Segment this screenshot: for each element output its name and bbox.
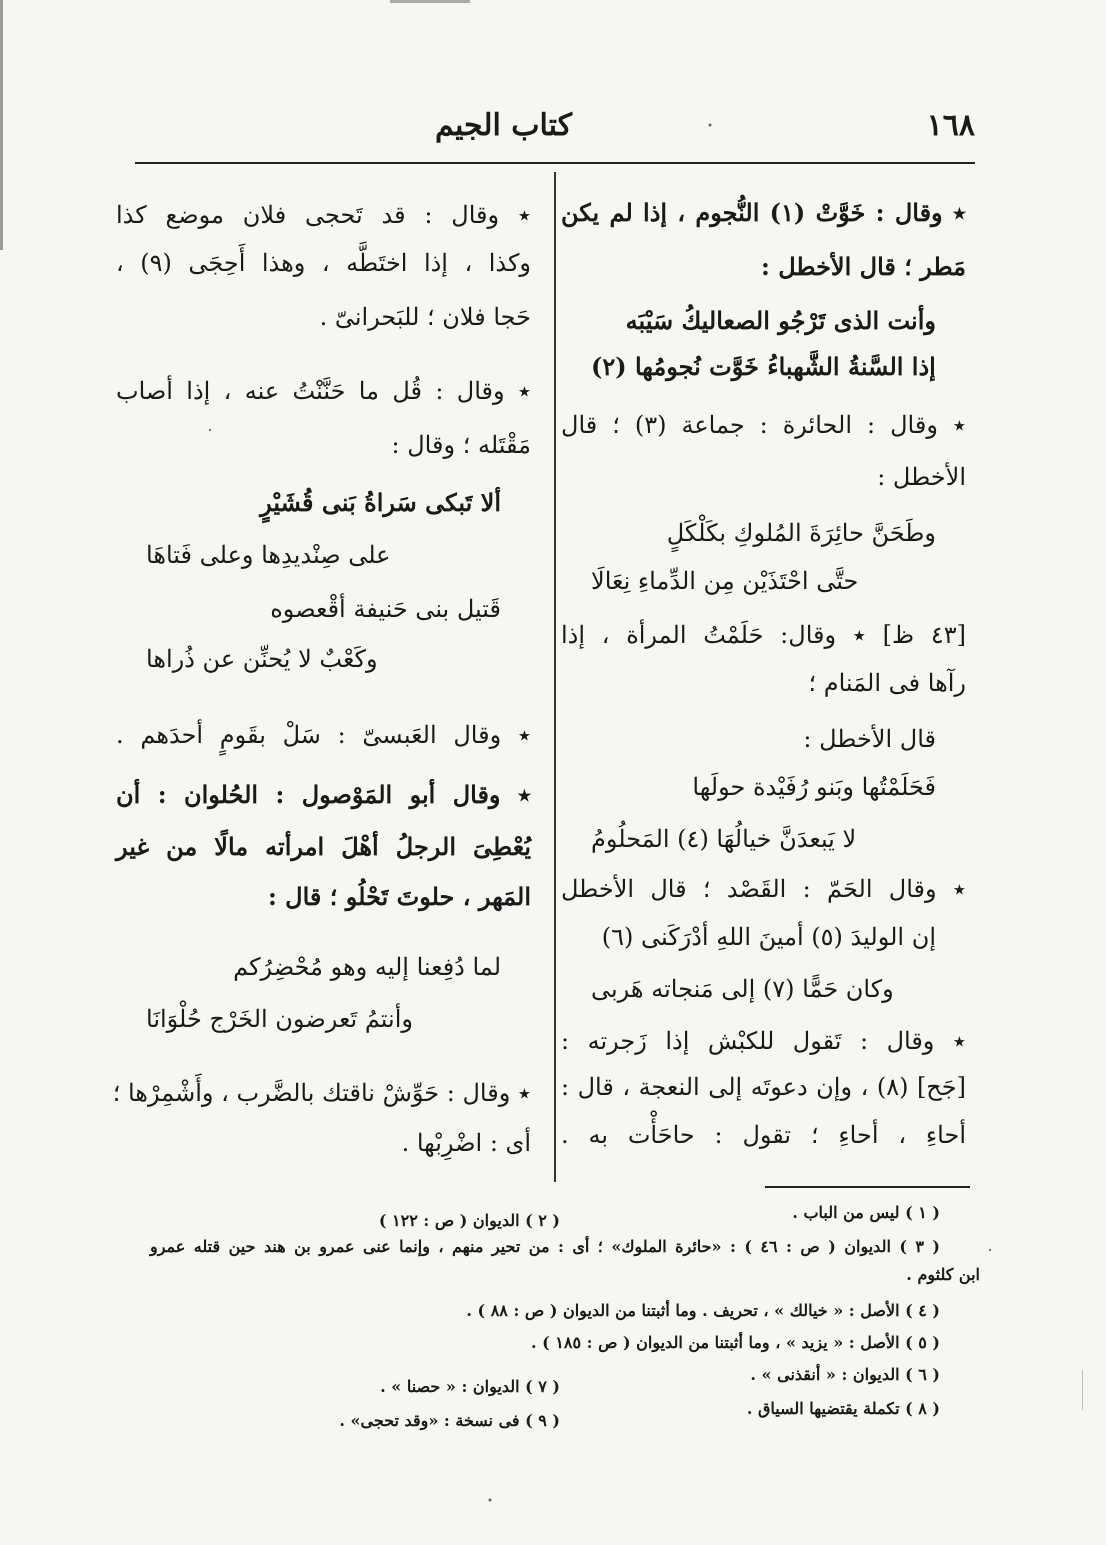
left-column-line: لما دُفِعنا إليه وهو مُحْضِرُكم: [233, 953, 501, 981]
right-column-line: وأنت الذى تَرْجُو الصعاليكُ سَيْبَه: [625, 306, 936, 335]
left-column-line: قَتيل بنى حَنيفة أقْعصوه: [270, 595, 501, 623]
left-column-line: على صِنْديدِها وعلى فَتاهَا: [146, 541, 391, 569]
right-column-line: [جَح] (٨) ، وإن دعوتَه إلى النعجة ، قال :: [561, 1073, 966, 1101]
left-column-line: ألا تَبكى سَراةُ بَنى قُشَيْرٍ: [260, 488, 501, 517]
right-column-line: ٭ وقال : تَقول للكبْش إذا زَجرته :: [561, 1027, 966, 1055]
left-column-line: ٭ وقال العَبسىّ : سَلْ بقَومٍ أحدَهم .: [116, 721, 531, 749]
right-column-line: وطَحَنَّ حائِرَةَ المُلوكِ بكَلْكَلٍ: [666, 519, 936, 547]
right-column-line: ٭ وقال الحَمّ : القَصْد ؛ قال الأخطل: [561, 875, 966, 903]
footnotes: [150, 1198, 980, 1448]
right-column-line: إذا السَّنةُ الشَّهباءُ خَوَّت نُجومُها (٢): [591, 352, 936, 381]
header-rule: [135, 162, 975, 164]
footnote-1: ( ١ ) ليس من الباب .: [792, 1203, 940, 1222]
right-column-line: فَحَلَمْتُها وبَنو رُفَيْدة حولَها: [692, 773, 936, 801]
footnote-3: ( ٣ ) الديوان ( ص : ٤٦ ) : «حائرة الملوك» ؛ أى : من تحير منهم ، وإنما عنى عمرو بن هند حين قتله عمرو: [150, 1237, 940, 1256]
right-column-line: وكان حَمًّا (٧) إلى مَنجاته هَربى: [591, 975, 894, 1003]
right-column-line: مَطر ؛ قال الأخطل :: [761, 252, 966, 281]
right-column-line: ٭ وقال : الحائرة : جماعة (٣) ؛ قال: [561, 411, 966, 439]
right-column-line: إن الوليدَ (٥) أمينَ اللهِ أدْرَكَنى (٦): [601, 923, 936, 951]
footnote-5: ( ٥ ) الأصل : « يزيد » ، وما أثبتنا من الديوان ( ص : ١٨٥ ) .: [530, 1333, 940, 1352]
left-column-line: حَجا فلان ؛ للبَحرانىّ .: [319, 303, 531, 331]
right-column-line: لا يَبعدَنَّ خيالُهَا (٤) المَحلُومُ: [591, 825, 857, 853]
column-divider: [554, 172, 556, 1182]
page-number: ١٦٨: [926, 108, 975, 143]
footnote-2: ( ٢ ) الديوان ( ص : ١٢٢ ): [378, 1211, 560, 1230]
footnote-8: ( ٨ ) تكملة يقتضيها السياق .: [746, 1399, 940, 1418]
footnote-7: ( ٧ ) الديوان : « حصنا » .: [380, 1377, 560, 1396]
footnote-9: ( ٩ ) فى نسخة : «وقد تحجى» .: [339, 1411, 560, 1430]
right-column-line: الأخطل :: [877, 463, 966, 491]
footnote-rule: [765, 1186, 970, 1188]
left-column-line: المَهر ، حلوتَ تَحْلُو ؛ قال :: [267, 882, 531, 911]
left-column-line: وأنتمُ تَعرضون الخَرْج حُلْوَانَا: [146, 1005, 413, 1033]
left-column-line: مَقْتَله ؛ وقال :: [391, 431, 531, 459]
left-column-line: يُعْطِىَ الرجلُ أهْلَ امرأته مالًا من غير: [116, 832, 531, 861]
left-text-column: [112, 180, 532, 1180]
footnote-3-continued: ابن كلثوم .: [906, 1265, 980, 1284]
left-column-line: وكذا ، إذا اختَطَّه ، وهذا أَحِجَى (٩) ،: [116, 249, 532, 277]
right-column-line: رآها فى المَنام ؛: [808, 669, 966, 697]
left-column-line: ٭ وقال : حَوِّشْ ناقتك بالضَّرب ، وأَشْمِرْها ؛: [112, 1079, 531, 1107]
right-column-line: قال الأخطل :: [803, 725, 936, 753]
left-column-line: أى : اضْرِبْها .: [401, 1129, 531, 1157]
right-column-line: أحاءِ ، أحاءِ ؛ تقول : حاحَأْت به .: [561, 1121, 966, 1149]
page-header: [135, 100, 975, 150]
right-column-line: ٭ وقال : خَوَّتْ (١) النُّجوم ، إذا لم يكن: [561, 198, 966, 227]
footnote-4: ( ٤ ) الأصل : « خيالك » ، تحريف . وما أثبتنا من الديوان ( ص : ٨٨ ) .: [466, 1301, 940, 1320]
right-column-line: [٤٣ ظ] ٭ وقال: حَلَمْتُ المرأة ، إذا: [561, 621, 966, 649]
running-title: كتاب الجيم: [435, 108, 573, 143]
left-column-line: وكَعْبٌ لا يُحنِّن عن ذُراها: [146, 645, 378, 673]
footnote-6: ( ٦ ) الديوان : « أنقذنى » .: [750, 1365, 940, 1384]
left-column-line: ٭ وقال : قد تَحجى فلان موضع كذا: [116, 201, 531, 229]
left-column-line: ٭ وقال أبو المَوْصول : الحُلوان : أن: [116, 780, 531, 809]
right-text-column: [561, 180, 966, 1180]
left-column-line: ٭ وقال : قُل ما حَنَّنْتُ عنه ، إذا أصاب: [116, 377, 531, 405]
right-column-line: حتَّى احْتَذَيْن مِن الدِّماءِ نِعَالَا: [591, 567, 859, 595]
